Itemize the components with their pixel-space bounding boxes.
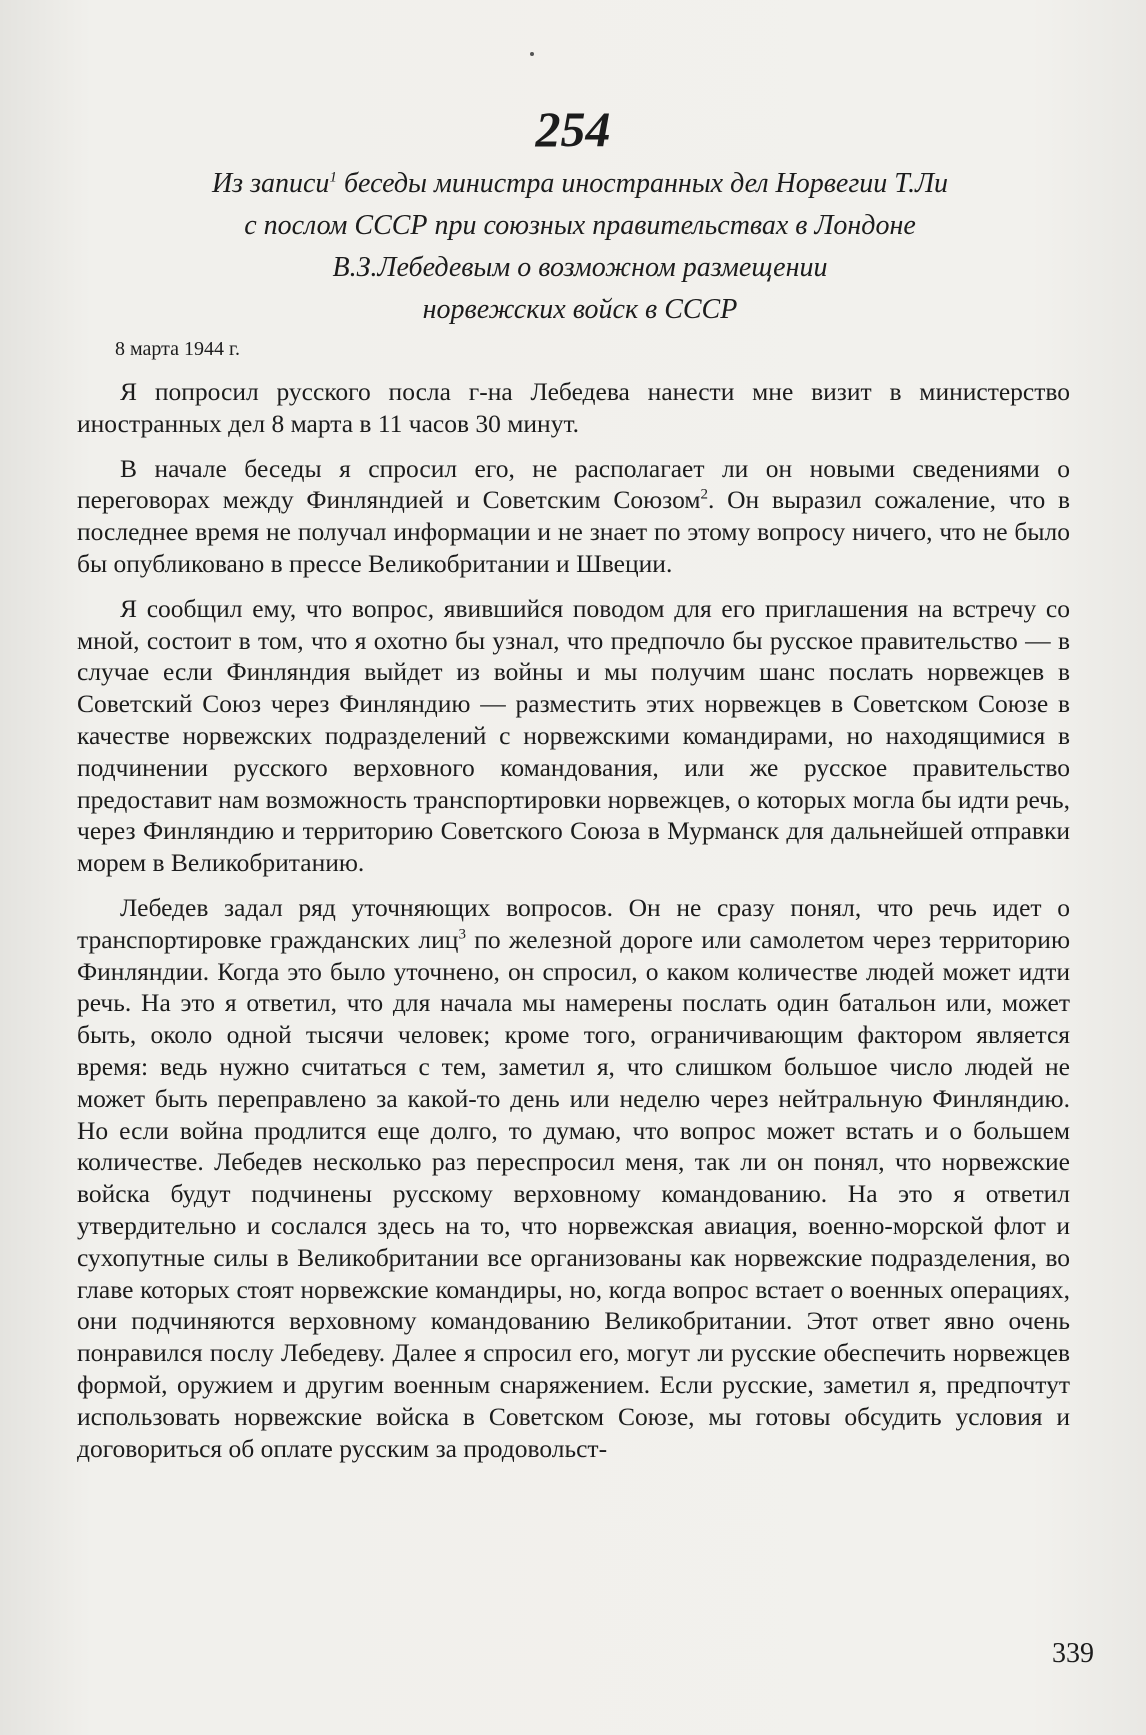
document-date: 8 марта 1944 г. — [115, 338, 240, 360]
paragraph-text: В начале беседы я спросил его, не располагает ли он новыми сведениями о переговорах между Финляндией и Советским Союзом — [77, 453, 1070, 515]
paragraph-text: Лебедев задал ряд уточняющих вопросов. Он не сразу понял, что речь идет о транспортировке гражданских лиц — [77, 892, 1070, 954]
heading-line: В.З.Лебедевым о возможном размещении — [332, 252, 828, 283]
paragraph — [77, 892, 1070, 1464]
document-number: 254 — [535, 101, 611, 157]
heading-line: с послом СССР при союзных правительствах в Лондоне — [244, 210, 916, 241]
paragraph: Я сообщил ему, что вопрос, явившийся поводом для его приглашения на встречу со мной, состоит в том, что я охотно бы узнал, что предпочло бы русское правительство — в случае если Финляндия выйдет из войны и мы получим шанс послать норвежцев в Советский Союз через Финляндию — разместить этих норвежцев в Советском Союзе в качестве норвежских подразделений с норвежскими командирами, но находящимися в подчинении русского верховного командования, или же русское правительство предоставит нам возможность транспортировки норвежцев, о которых могла бы идти речь, через Финляндию и территорию Советского Союза в Мурманск для дальнейшей отправки морем в Великобританию. — [77, 593, 1070, 878]
heading-line: норвежских войск в СССР — [422, 294, 738, 325]
heading-line-text: Из записи — [211, 168, 330, 199]
footnote-mark: 1 — [329, 169, 337, 186]
paragraph-text: . Он выразил сожаление, что в последнее время не получал информации и не знает по этому вопросу ничего, что не было бы опубликовано в прессе Великобритании и Швеции. — [77, 485, 1071, 578]
heading-line-text: беседы министра иностранных дел Норвегии Т.Ли — [343, 168, 949, 199]
paragraph: Я попросил русского посла г-на Лебедева нанести мне визит в министерство иностранных дел 8 марта в 11 часов 30 минут. — [77, 377, 1070, 438]
heading-line — [80, 163, 1080, 205]
paragraph-text: по железной дороге или самолетом через территорию Финляндии. Когда это было уточнено, он спросил, о каком количестве людей может идти речь. На это я ответил, что для начала мы намерены послать один батальон или, может быть, около одной тысячи человек; кроме того, ограничивающим фактором является время: ведь нужно считаться с тем, заметил я, что слишком большое число людей не может быть переправлено за какой-то день или неделю через нейтральную Финляндию. Но если война продлится еще долго, то думаю, что вопрос может встать и о большем количестве. Лебедев несколько раз переспросил меня, так ли он понял, что норвежские войска будут подчинены русскому верховному командованию. На это я ответил утвердительно и сослался здесь на то, что норвежская авиация, военно-морской флот и сухопутные силы в Великобритании все организованы как норвежские подразделения, во главе которых стоят норвежские командиры, но, когда вопрос встает о военных операциях, они подчиняются верховному командованию Великобритании. Этот ответ явно очень понравился послу Лебедеву. Далее я спросил его, могут ли русские обеспечить норвежцев формой, оружием и другим военным снаряжением. Если русские, заметил я, предпочтут использовать норвежские войска в Советском Союзе, мы готовы обсудить условия и договориться об оплате русским за продовольст- — [77, 924, 1070, 1463]
page-number: 339 — [1052, 1638, 1094, 1669]
footnote-mark: 3 — [458, 926, 466, 943]
document-heading — [80, 163, 1080, 331]
footnote-mark: 2 — [700, 486, 708, 503]
print-speck — [530, 52, 534, 56]
paragraph — [77, 453, 1070, 580]
document-body — [77, 376, 1070, 1464]
